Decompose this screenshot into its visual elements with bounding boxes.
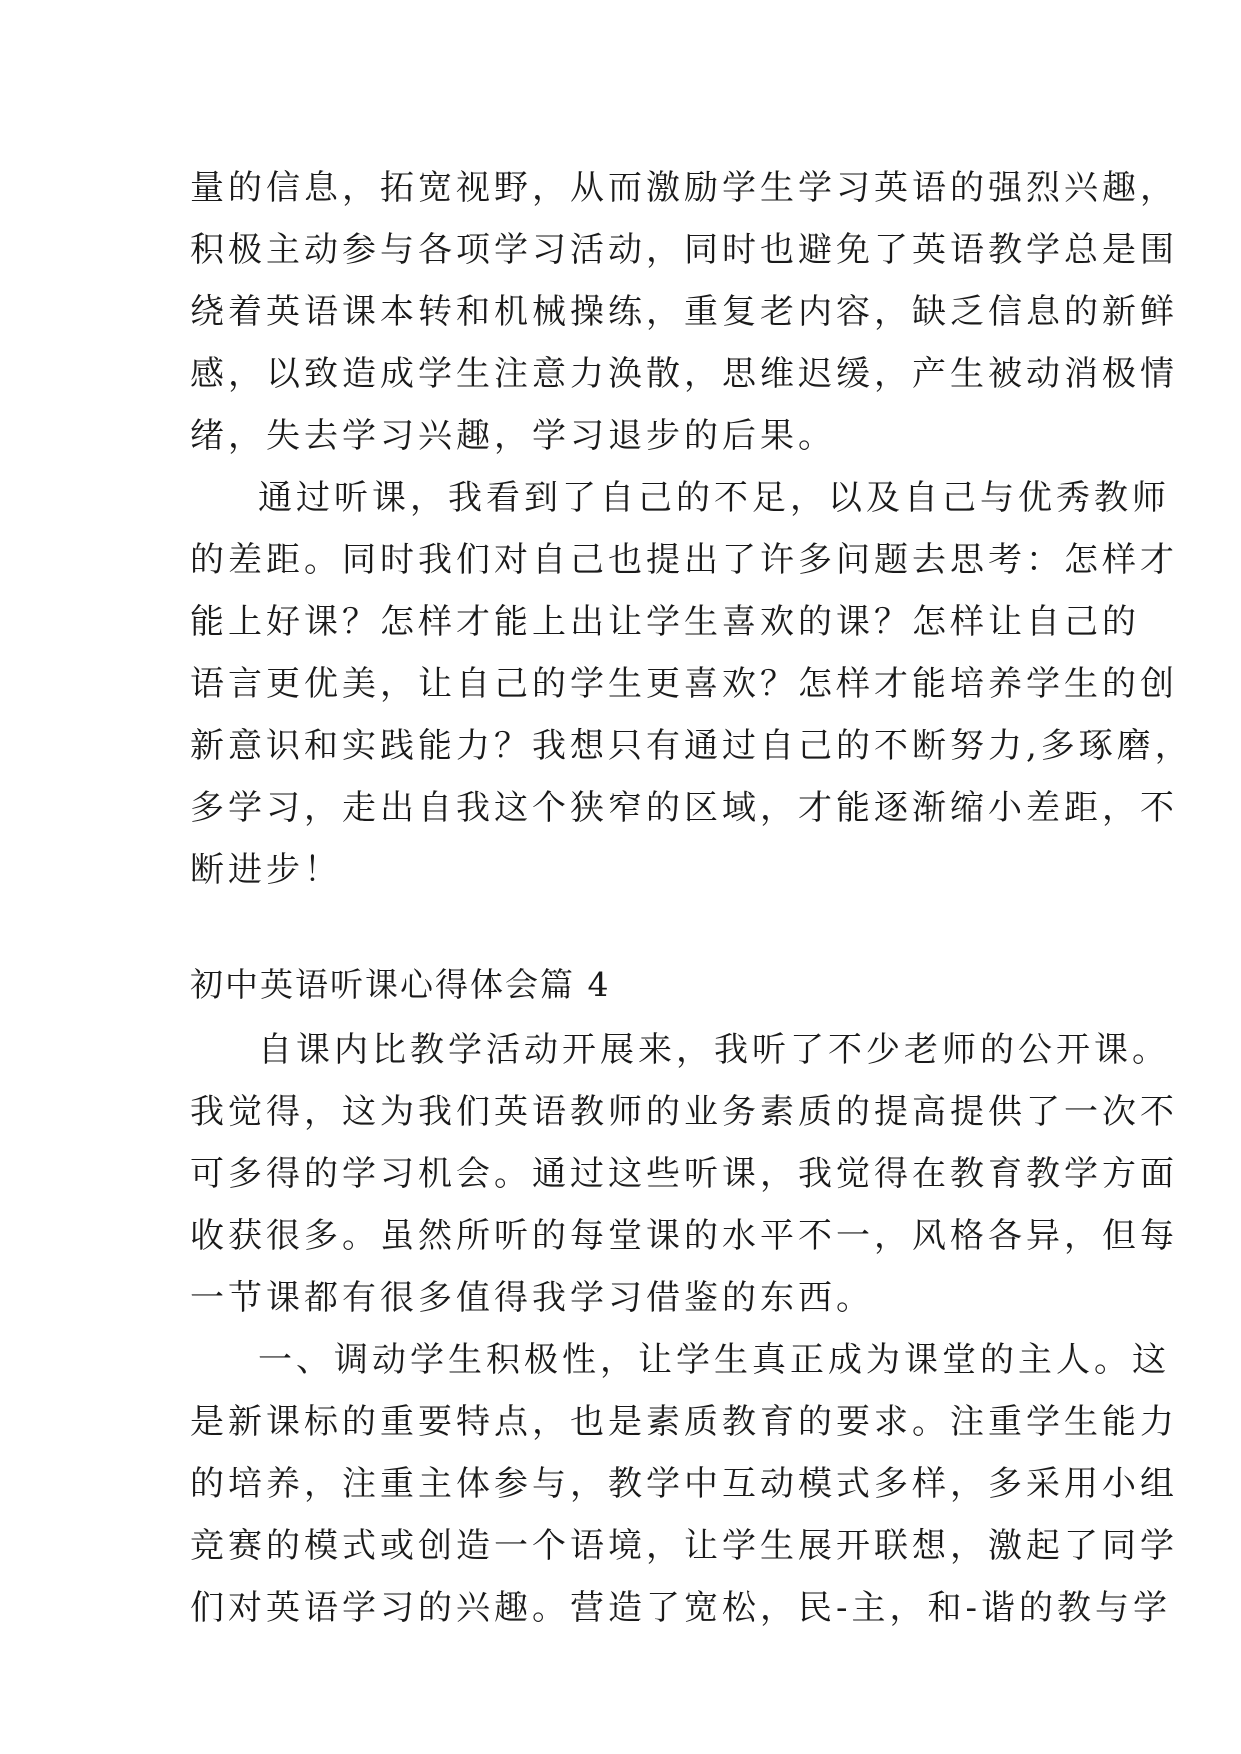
text-line: 们对英语学习的兴趣。营造了宽松，民-主，和-谐的教与学 — [190, 1588, 1171, 1628]
text-line: 感，以致造成学生注意力涣散，思维迟缓，产生被动消极情 — [190, 354, 1178, 394]
text-line: 积极主动参与各项学习活动，同时也避免了英语教学总是围 — [190, 230, 1178, 270]
text-line: 多学习，走出自我这个狭窄的区域，才能逐渐缩小差距，不 — [190, 788, 1178, 828]
text-line: 可多得的学习机会。通过这些听课，我觉得在教育教学方面 — [190, 1154, 1178, 1194]
text-line: 我觉得，这为我们英语教师的业务素质的提高提供了一次不 — [190, 1092, 1178, 1132]
text-line: 一、调动学生积极性，让学生真正成为课堂的主人。这 — [258, 1340, 1170, 1380]
text-line: 竞赛的模式或创造一个语境，让学生展开联想，激起了同学 — [190, 1526, 1178, 1566]
text-line: 通过听课，我看到了自己的不足，以及自己与优秀教师 — [258, 478, 1170, 518]
text-line: 绕着英语课本转和机械操练，重复老内容，缺乏信息的新鲜 — [190, 292, 1178, 332]
text-line: 新意识和实践能力？我想只有通过自己的不断努力,多琢磨， — [190, 726, 1193, 766]
text-line: 是新课标的重要特点，也是素质教育的要求。注重学生能力 — [190, 1402, 1178, 1442]
text-line: 绪，失去学习兴趣，学习退步的后果。 — [190, 416, 836, 456]
text-line: 自课内比教学活动开展来，我听了不少老师的公开课。 — [258, 1030, 1170, 1070]
section-heading: 初中英语听课心得体会篇 4 — [190, 965, 611, 1004]
text-line: 断进步！ — [190, 850, 342, 890]
text-line: 的差距。同时我们对自己也提出了许多问题去思考：怎样才 — [190, 540, 1178, 580]
text-line: 语言更优美，让自己的学生更喜欢？怎样才能培养学生的创 — [190, 664, 1178, 704]
text-line: 的培养，注重主体参与，教学中互动模式多样，多采用小组 — [190, 1464, 1178, 1504]
text-line: 量的信息，拓宽视野，从而激励学生学习英语的强烈兴趣， — [190, 168, 1178, 208]
text-line: 收获很多。虽然所听的每堂课的水平不一，风格各异，但每 — [190, 1216, 1178, 1256]
text-line: 能上好课？怎样才能上出让学生喜欢的课？怎样让自己的 — [190, 602, 1140, 642]
text-line: 一节课都有很多值得我学习借鉴的东西。 — [190, 1278, 874, 1318]
